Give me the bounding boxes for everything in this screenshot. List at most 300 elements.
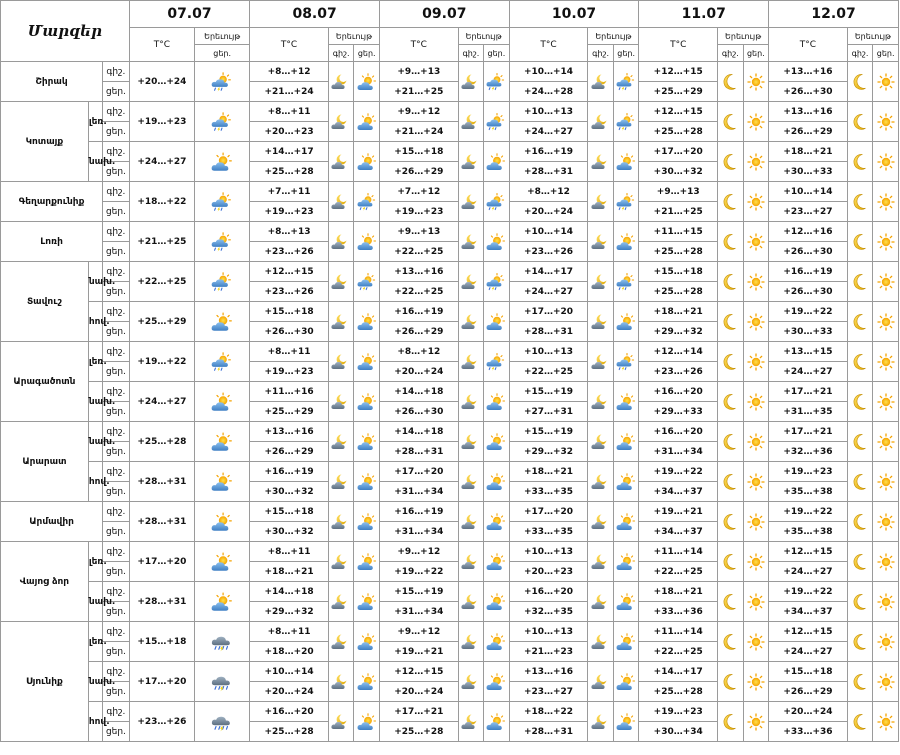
temperature-range: +8…+11 — [250, 542, 329, 562]
temperature-range: +7…+11 — [250, 182, 329, 202]
temperature-range: +31…+34 — [639, 442, 718, 462]
day-icon-cell — [613, 302, 639, 342]
day-icon-cell — [613, 142, 639, 182]
temperature-range: +28…+31 — [509, 162, 588, 182]
day-icon-cell — [354, 382, 380, 422]
temperature-range: +9…+13 — [379, 62, 458, 82]
regions-heading: Մարզեր — [1, 1, 130, 62]
temperature-range: +35…+38 — [769, 522, 848, 542]
day-icon-cell — [613, 182, 639, 222]
day-icon-cell — [873, 422, 899, 462]
moon-cloud-icon — [330, 153, 352, 171]
temperature-range: +19…+21 — [639, 502, 718, 522]
night-icon-cell — [588, 342, 614, 382]
temperature-range: +8…+12 — [250, 62, 329, 82]
day-icon-cell — [484, 542, 510, 582]
night-icon-cell — [718, 622, 744, 662]
temperature-range: +11…+15 — [639, 222, 718, 242]
sun-cloud-rain-icon — [356, 193, 378, 211]
temperature-range: +7…+12 — [379, 182, 458, 202]
temperature-range: +12…+14 — [639, 342, 718, 362]
day-icon-cell — [873, 502, 899, 542]
zone-label: նախ. — [88, 382, 102, 422]
temperature-range: +27…+31 — [509, 402, 588, 422]
sun-icon — [875, 473, 897, 491]
temperature-range: +11…+14 — [639, 622, 718, 642]
sun-icon — [745, 153, 767, 171]
moon-cloud-icon — [330, 633, 352, 651]
moon-icon — [849, 433, 871, 451]
temperature-range: +12…+15 — [379, 662, 458, 682]
sun-cloud-icon — [210, 151, 234, 173]
sun-icon — [745, 513, 767, 531]
moon-icon — [849, 393, 871, 411]
temperature-range: +28…+31 — [129, 582, 194, 622]
moon-cloud-icon — [590, 473, 612, 491]
day-icon-cell — [743, 502, 769, 542]
moon-cloud-icon — [590, 713, 612, 731]
temperature-range: +24…+27 — [769, 362, 848, 382]
day-icon-cell — [354, 582, 380, 622]
day-header: ցեր. — [484, 45, 510, 62]
night-label: գիշ. — [103, 382, 130, 402]
temperature-range: +14…+18 — [250, 582, 329, 602]
temperature-range: +14…+18 — [379, 382, 458, 402]
day-icon-cell — [743, 342, 769, 382]
zone-label: լեռ. — [88, 622, 102, 662]
night-icon-cell — [718, 662, 744, 702]
temperature-range: +10…+13 — [509, 622, 588, 642]
sun-icon — [875, 313, 897, 331]
day-icon-cell — [354, 662, 380, 702]
day-icon-cell — [743, 662, 769, 702]
temperature-range: +28…+31 — [129, 462, 194, 502]
temperature-range: +15…+19 — [509, 422, 588, 442]
temperature-range: +31…+34 — [379, 522, 458, 542]
temperature-range: +30…+33 — [769, 322, 848, 342]
night-label: գիշ. — [103, 462, 130, 482]
moon-cloud-icon — [590, 313, 612, 331]
sun-icon — [745, 233, 767, 251]
temperature-range: +9…+12 — [379, 102, 458, 122]
temperature-range: +21…+24 — [250, 82, 329, 102]
moon-cloud-icon — [590, 193, 612, 211]
sun-icon — [875, 633, 897, 651]
temperature-range: +12…+16 — [769, 222, 848, 242]
night-icon-cell — [458, 462, 484, 502]
cloud-rain-icon — [210, 671, 234, 693]
temperature-range: +25…+28 — [639, 122, 718, 142]
sun-icon — [875, 393, 897, 411]
night-icon-cell — [847, 422, 873, 462]
night-icon-cell — [718, 702, 744, 742]
night-label: գիշ. — [103, 262, 130, 282]
temperature-range: +25…+28 — [250, 722, 329, 742]
moon-cloud-icon — [330, 353, 352, 371]
temperature-range: +24…+27 — [129, 382, 194, 422]
temperature-range: +18…+21 — [250, 562, 329, 582]
sun-cloud-rain-icon — [356, 273, 378, 291]
night-icon-cell — [718, 502, 744, 542]
sun-icon — [745, 633, 767, 651]
night-icon-cell — [458, 262, 484, 302]
region-name: Շիրակ — [1, 62, 103, 102]
temperature-range: +22…+25 — [379, 242, 458, 262]
temperature-range: +33…+35 — [509, 522, 588, 542]
temperature-range: +23…+26 — [639, 362, 718, 382]
day-icon-cell — [743, 702, 769, 742]
night-icon-cell — [328, 182, 354, 222]
sun-cloud-icon — [356, 673, 378, 691]
sun-cloud-icon — [485, 553, 507, 571]
night-icon-cell — [847, 102, 873, 142]
night-icon-cell — [718, 582, 744, 622]
weather-icon-cell — [195, 262, 250, 302]
day-header: ցեր. — [195, 45, 250, 62]
region-name: Արմավիր — [1, 502, 103, 542]
day-icon-cell — [354, 142, 380, 182]
sun-cloud-rain-icon — [485, 353, 507, 371]
night-icon-cell — [588, 382, 614, 422]
temperature-range: +29…+32 — [509, 442, 588, 462]
temperature-range: +17…+20 — [639, 142, 718, 162]
temperature-range: +11…+16 — [250, 382, 329, 402]
sun-cloud-icon — [485, 153, 507, 171]
region-name: Սյունիք — [1, 622, 89, 742]
sun-cloud-icon — [356, 713, 378, 731]
table-row — [1, 462, 899, 482]
moon-icon — [849, 513, 871, 531]
moon-cloud-icon — [330, 233, 352, 251]
temperature-range: +24…+28 — [509, 82, 588, 102]
sun-cloud-icon — [356, 153, 378, 171]
temperature-range: +34…+37 — [639, 482, 718, 502]
moon-cloud-icon — [460, 73, 482, 91]
region-name: Վայոց ձոր — [1, 542, 89, 622]
sun-icon — [875, 553, 897, 571]
temperature-range: +17…+20 — [129, 662, 194, 702]
temperature-range: +12…+15 — [769, 622, 848, 642]
moon-cloud-icon — [590, 353, 612, 371]
night-icon-cell — [458, 542, 484, 582]
temperature-range: +16…+19 — [509, 142, 588, 162]
moon-icon — [719, 473, 741, 491]
sun-cloud-icon — [615, 473, 637, 491]
temperature-range: +20…+24 — [129, 62, 194, 102]
temperature-range: +22…+25 — [129, 262, 194, 302]
moon-cloud-icon — [460, 153, 482, 171]
day-header: ցեր. — [613, 45, 639, 62]
day-icon-cell — [873, 662, 899, 702]
night-label: գիշ. — [103, 222, 130, 242]
day-icon-cell — [743, 142, 769, 182]
moon-icon — [719, 353, 741, 371]
sun-cloud-rain-icon — [615, 353, 637, 371]
temperature-range: +25…+29 — [639, 82, 718, 102]
temperature-range: +25…+28 — [639, 682, 718, 702]
moon-icon — [719, 113, 741, 131]
moon-cloud-icon — [590, 513, 612, 531]
day-label: ցեր. — [103, 202, 130, 222]
day-icon-cell — [484, 382, 510, 422]
night-label: գիշ. — [103, 702, 130, 722]
night-icon-cell — [458, 142, 484, 182]
temperature-range: +16…+19 — [379, 502, 458, 522]
moon-icon — [719, 633, 741, 651]
sun-cloud-icon — [485, 633, 507, 651]
day-icon-cell — [873, 622, 899, 662]
day-icon-cell — [613, 62, 639, 102]
sun-cloud-icon — [485, 433, 507, 451]
night-icon-cell — [847, 182, 873, 222]
day-label: ցեր. — [103, 122, 130, 142]
temperature-range: +15…+19 — [509, 382, 588, 402]
temperature-range: +26…+29 — [379, 322, 458, 342]
sun-icon — [875, 513, 897, 531]
moon-cloud-icon — [460, 393, 482, 411]
sun-cloud-rain-icon — [210, 231, 234, 253]
temperature-range: +14…+18 — [379, 422, 458, 442]
sun-cloud-rain-icon — [615, 113, 637, 131]
temperature-range: +17…+20 — [379, 462, 458, 482]
temperature-range: +26…+30 — [769, 242, 848, 262]
zone-label: նախ. — [88, 662, 102, 702]
moon-cloud-icon — [590, 233, 612, 251]
temperature-range: +28…+31 — [509, 322, 588, 342]
sun-cloud-icon — [615, 713, 637, 731]
night-icon-cell — [847, 662, 873, 702]
day-icon-cell — [354, 622, 380, 662]
sun-icon — [745, 593, 767, 611]
region-name: Գեղարքունիք — [1, 182, 103, 222]
day-label: ցեր. — [103, 442, 130, 462]
day-icon-cell — [873, 382, 899, 422]
night-label: գիշ. — [103, 622, 130, 642]
moon-cloud-icon — [590, 73, 612, 91]
day-icon-cell — [484, 422, 510, 462]
temperature-range: +14…+17 — [250, 142, 329, 162]
moon-cloud-icon — [330, 273, 352, 291]
day-label: ցեր. — [103, 402, 130, 422]
moon-cloud-icon — [330, 713, 352, 731]
day-icon-cell — [354, 222, 380, 262]
night-icon-cell — [328, 382, 354, 422]
sun-cloud-icon — [356, 473, 378, 491]
sun-cloud-icon — [485, 673, 507, 691]
temperature-range: +20…+24 — [509, 202, 588, 222]
temperature-range: +18…+22 — [509, 702, 588, 722]
temperature-range: +24…+27 — [769, 642, 848, 662]
temperature-range: +10…+14 — [250, 662, 329, 682]
moon-cloud-icon — [330, 433, 352, 451]
night-icon-cell — [847, 622, 873, 662]
temperature-range: +13…+16 — [509, 662, 588, 682]
temperature-range: +14…+17 — [509, 262, 588, 282]
sun-icon — [875, 153, 897, 171]
sun-cloud-icon — [485, 393, 507, 411]
day-label: ցեր. — [103, 722, 130, 742]
sun-icon — [875, 673, 897, 691]
temperature-range: +23…+26 — [250, 282, 329, 302]
moon-icon — [719, 433, 741, 451]
night-icon-cell — [847, 222, 873, 262]
night-icon-cell — [458, 342, 484, 382]
night-label: գիշ. — [103, 182, 130, 202]
table-row — [1, 542, 899, 562]
temperature-range: +18…+20 — [250, 642, 329, 662]
sun-cloud-icon — [356, 313, 378, 331]
night-icon-cell — [458, 622, 484, 662]
temperature-range: +13…+16 — [250, 422, 329, 442]
temperature-range: +19…+22 — [769, 502, 848, 522]
sun-icon — [875, 593, 897, 611]
day-icon-cell — [743, 422, 769, 462]
temperature-range: +19…+22 — [129, 342, 194, 382]
day-icon-cell — [354, 702, 380, 742]
moon-cloud-icon — [330, 473, 352, 491]
date-header-10-07: 10.07 — [509, 1, 639, 28]
moon-cloud-icon — [590, 433, 612, 451]
night-icon-cell — [847, 142, 873, 182]
day-icon-cell — [873, 462, 899, 502]
night-icon-cell — [328, 62, 354, 102]
moon-cloud-icon — [460, 713, 482, 731]
sun-cloud-rain-icon — [615, 273, 637, 291]
day-icon-cell — [873, 222, 899, 262]
moon-icon — [719, 513, 741, 531]
day-icon-cell — [873, 142, 899, 182]
day-icon-cell — [743, 262, 769, 302]
temperature-range: +11…+14 — [639, 542, 718, 562]
header-dates-row — [1, 1, 899, 28]
day-icon-cell — [743, 582, 769, 622]
night-icon-cell — [718, 422, 744, 462]
temperature-range: +17…+20 — [509, 302, 588, 322]
moon-cloud-icon — [330, 313, 352, 331]
night-header: գիշ. — [718, 45, 744, 62]
night-icon-cell — [588, 502, 614, 542]
temperature-range: +22…+25 — [639, 562, 718, 582]
night-icon-cell — [847, 62, 873, 102]
night-icon-cell — [458, 182, 484, 222]
night-icon-cell — [718, 62, 744, 102]
night-icon-cell — [458, 702, 484, 742]
moon-cloud-icon — [590, 593, 612, 611]
temperature-range: +25…+28 — [379, 722, 458, 742]
temperature-range: +33…+35 — [509, 482, 588, 502]
zone-label: հով. — [88, 702, 102, 742]
day-icon-cell — [354, 62, 380, 102]
sun-cloud-icon — [615, 313, 637, 331]
table-row — [1, 502, 899, 522]
sun-icon — [875, 353, 897, 371]
day-icon-cell — [484, 662, 510, 702]
sun-cloud-icon — [356, 393, 378, 411]
temperature-header: T°C — [639, 28, 718, 62]
night-icon-cell — [588, 462, 614, 502]
day-icon-cell — [484, 182, 510, 222]
moon-icon — [849, 233, 871, 251]
temperature-range: +20…+23 — [509, 562, 588, 582]
zone-label: նախ. — [88, 582, 102, 622]
day-label: ցեր. — [103, 162, 130, 182]
moon-cloud-icon — [460, 633, 482, 651]
night-icon-cell — [458, 582, 484, 622]
moon-icon — [849, 353, 871, 371]
weather-icon-cell — [195, 582, 250, 622]
day-icon-cell — [613, 622, 639, 662]
sun-cloud-icon — [356, 433, 378, 451]
day-icon-cell — [484, 502, 510, 542]
night-icon-cell — [328, 222, 354, 262]
table-row — [1, 622, 899, 642]
zone-label: նախ. — [88, 422, 102, 462]
day-icon-cell — [743, 382, 769, 422]
sun-cloud-icon — [210, 431, 234, 453]
temperature-range: +26…+30 — [769, 282, 848, 302]
sun-icon — [745, 313, 767, 331]
temperature-range: +20…+24 — [769, 702, 848, 722]
temperature-range: +31…+35 — [769, 402, 848, 422]
moon-icon — [719, 153, 741, 171]
sun-cloud-icon — [615, 593, 637, 611]
temperature-range: +23…+26 — [129, 702, 194, 742]
weather-icon-cell — [195, 382, 250, 422]
temperature-range: +13…+16 — [769, 62, 848, 82]
weather-icon-cell — [195, 222, 250, 262]
sun-icon — [875, 273, 897, 291]
moon-cloud-icon — [330, 393, 352, 411]
day-icon-cell — [613, 462, 639, 502]
day-icon-cell — [354, 502, 380, 542]
day-icon-cell — [484, 302, 510, 342]
day-icon-cell — [613, 662, 639, 702]
temperature-range: +28…+31 — [509, 722, 588, 742]
temperature-range: +24…+27 — [129, 142, 194, 182]
temperature-range: +10…+13 — [509, 102, 588, 122]
day-label: ցեր. — [103, 642, 130, 662]
day-icon-cell — [873, 542, 899, 582]
day-icon-cell — [354, 262, 380, 302]
sun-cloud-icon — [615, 393, 637, 411]
moon-icon — [719, 313, 741, 331]
day-icon-cell — [613, 102, 639, 142]
day-icon-cell — [484, 62, 510, 102]
temperature-range: +16…+19 — [250, 462, 329, 482]
night-icon-cell — [328, 542, 354, 582]
region-name: Կոտայք — [1, 102, 89, 182]
sun-cloud-icon — [615, 233, 637, 251]
night-icon-cell — [847, 262, 873, 302]
night-icon-cell — [718, 542, 744, 582]
day-icon-cell — [484, 342, 510, 382]
moon-cloud-icon — [590, 113, 612, 131]
sun-cloud-icon — [615, 553, 637, 571]
temperature-range: +30…+33 — [769, 162, 848, 182]
temperature-range: +9…+13 — [639, 182, 718, 202]
weather-icon-cell — [195, 62, 250, 102]
temperature-range: +25…+29 — [129, 302, 194, 342]
moon-cloud-icon — [590, 673, 612, 691]
day-icon-cell — [613, 502, 639, 542]
phenomenon-header: Երեւույթ — [847, 28, 898, 45]
phenomenon-header: Երեւույթ — [588, 28, 639, 45]
night-label: գիշ. — [103, 302, 130, 322]
night-icon-cell — [328, 462, 354, 502]
night-label: գիշ. — [103, 422, 130, 442]
temperature-range: +16…+20 — [250, 702, 329, 722]
temperature-range: +21…+25 — [639, 202, 718, 222]
